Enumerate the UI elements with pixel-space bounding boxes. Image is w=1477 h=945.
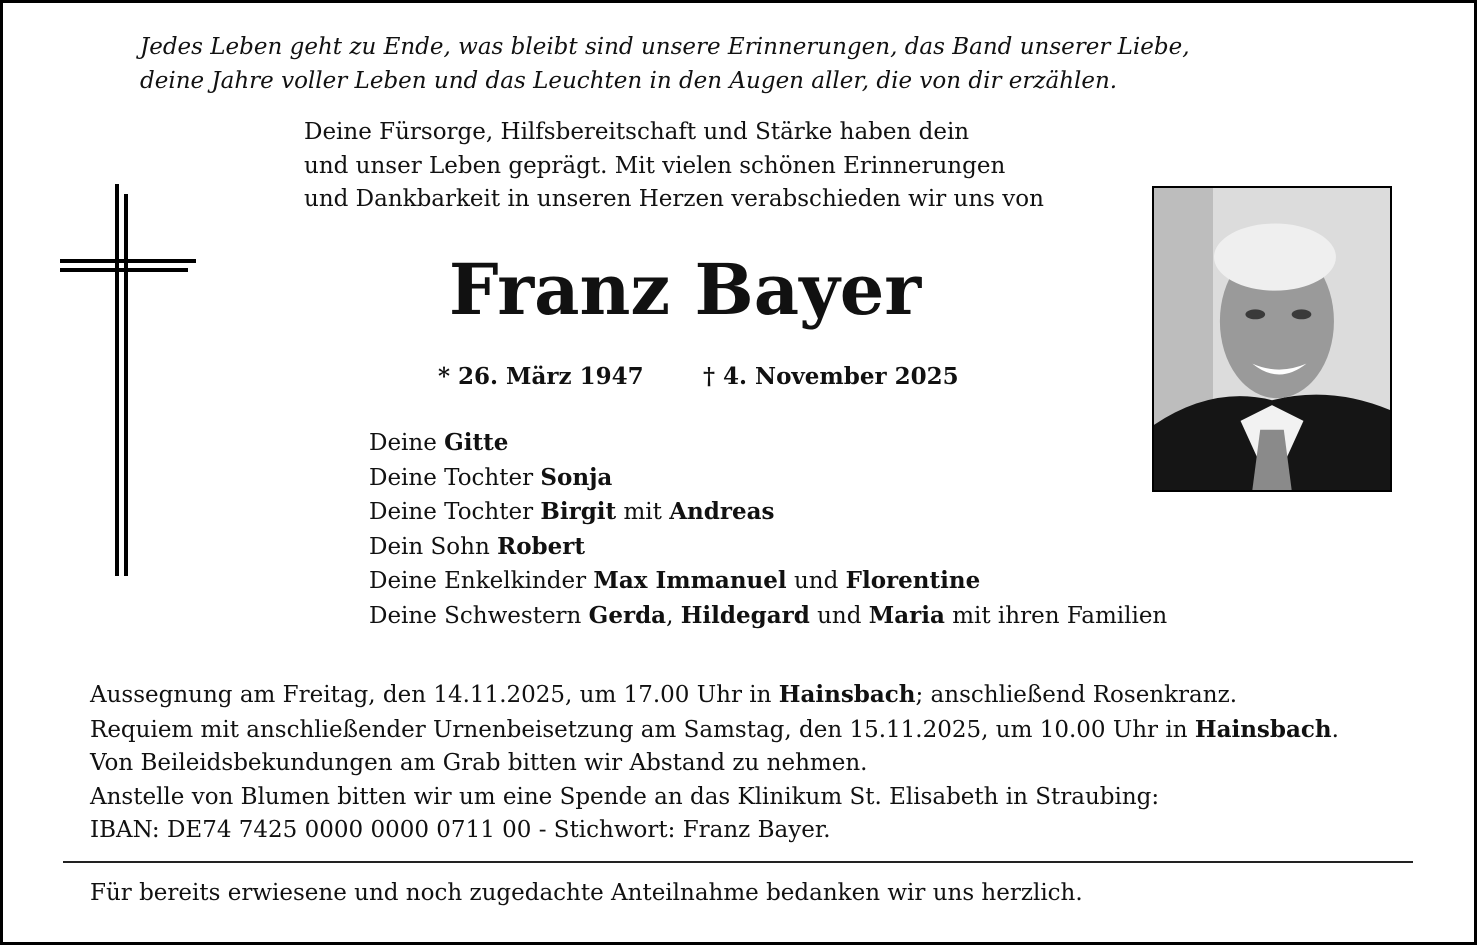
iban-line: IBAN: DE74 7425 0000 0000 0711 00 - Stichwort: Franz Bayer. — [90, 817, 831, 843]
connector-text: mit — [616, 499, 670, 526]
family-row — [369, 426, 1167, 461]
family-row — [369, 461, 1167, 496]
relative-name: Maria — [868, 601, 945, 629]
relative-name: Florentine — [845, 567, 981, 595]
relation-label: Deine — [369, 430, 445, 456]
family-row — [369, 564, 1167, 599]
family-row — [369, 530, 1167, 565]
connector-text: und — [786, 568, 846, 595]
relative-name: Max Immanuel — [593, 567, 787, 595]
intro-text — [304, 116, 1044, 217]
cross-icon — [56, 180, 206, 580]
relative-name: Robert — [497, 532, 585, 560]
birth-date: * 26. März 1947 — [438, 363, 644, 390]
thanks-text: Für bereits erwiesene und noch zugedachte Anteilnahme bedanken wir uns herzlich. — [90, 880, 1083, 906]
intro-line: Deine Fürsorge, Hilfsbereitschaft und Stärke haben dein — [304, 119, 970, 145]
info-line: Von Beileidsbekundungen am Grab bitten wir Abstand zu nehmen. — [90, 750, 868, 776]
connector-text: und — [809, 602, 869, 629]
relation-label: Deine Schwestern — [369, 602, 589, 629]
relation-label: Dein Sohn — [369, 533, 498, 560]
family-row — [369, 495, 1167, 530]
divider — [63, 861, 1413, 863]
relative-name: Sonja — [540, 463, 613, 491]
deceased-name: Franz Bayer — [448, 248, 922, 331]
info-line: Anstelle von Blumen bitten wir um eine Spende an das Klinikum St. Elisabeth in Straubing: — [90, 783, 1160, 810]
intro-line: und Dankbarkeit in unseren Herzen verabschieden wir uns von — [304, 186, 1044, 212]
quote-line: Jedes Leben geht zu Ende, was bleibt sind unsere Erinnerungen, das Band unserer Liebe, — [140, 34, 1190, 60]
info-line: Requiem mit anschließender Urnenbeisetzung am Samstag, den 15.11.2025, um 10.00 Uhr in Hainsbach. — [90, 715, 1339, 743]
relative-name: Gerda — [588, 601, 667, 629]
relative-name: Andreas — [669, 498, 775, 526]
family-list — [369, 426, 1167, 634]
relative-name: Gitte — [444, 429, 509, 456]
relation-label: Deine Enkelkinder — [369, 568, 594, 595]
intro-line: und unser Leben geprägt. Mit vielen schönen Erinnerungen — [304, 152, 1006, 179]
connector-text: , — [666, 602, 681, 629]
relative-name: Hildegard — [680, 601, 810, 629]
info-line: Aussegnung am Freitag, den 14.11.2025, um 17.00 Uhr in Hainsbach; anschließend Rosenkranz. — [90, 681, 1238, 708]
relation-label: Deine Tochter — [369, 464, 541, 491]
place-name: Hainsbach — [778, 681, 916, 708]
quote-line: deine Jahre voller Leben und das Leuchten in den Augen aller, die von dir erzählen. — [140, 68, 1118, 94]
service-info — [90, 678, 1339, 848]
opening-quote — [140, 30, 1190, 98]
relative-name: Birgit — [540, 498, 617, 526]
place-name: Hainsbach — [1194, 715, 1332, 743]
relation-label: Deine Tochter — [369, 499, 541, 526]
connector-text: mit ihren Familien — [944, 602, 1168, 629]
death-date: † 4. November 2025 — [703, 363, 959, 390]
portrait-photo — [1152, 186, 1392, 492]
family-row — [369, 599, 1167, 634]
